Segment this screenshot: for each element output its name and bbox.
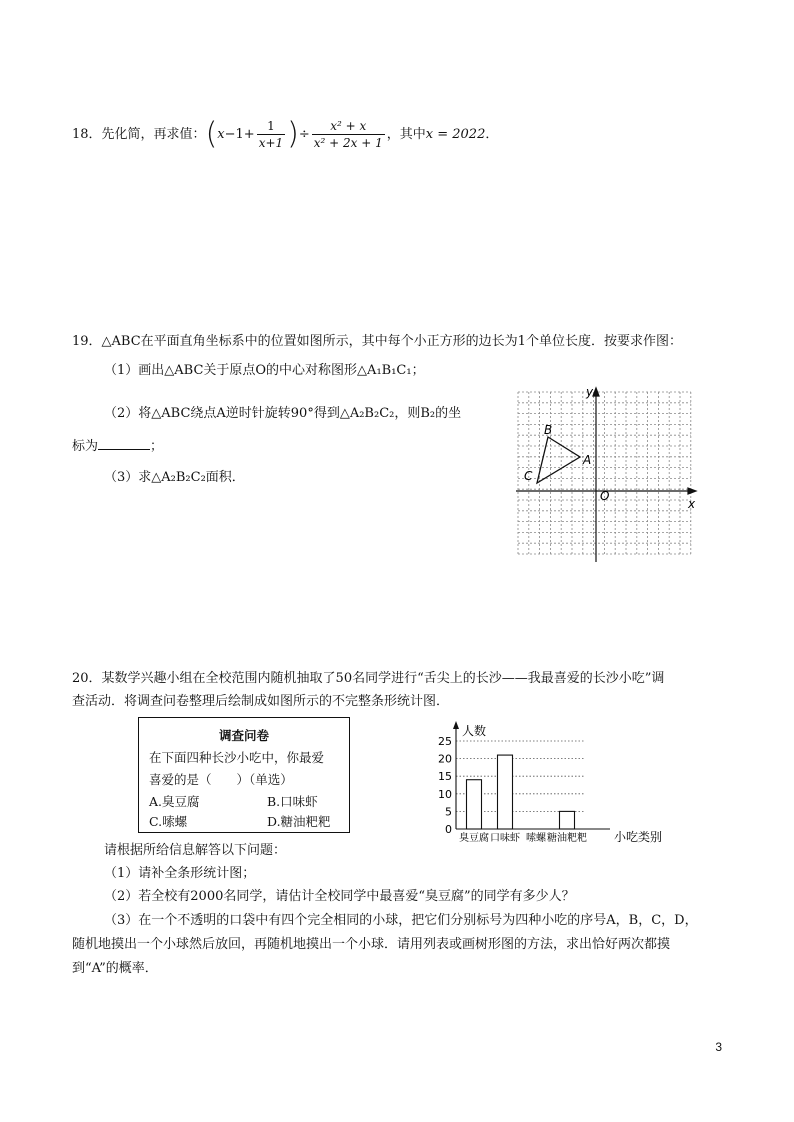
survey-line1: 在下面四种长沙小吃中，你最爱: [149, 750, 325, 765]
q20-part1: （1）请补全条形统计图；: [104, 866, 256, 881]
chart-category-label: 糖油粑粑: [547, 833, 587, 844]
y-label: y: [586, 385, 594, 399]
grid-lines: [518, 392, 691, 554]
chart-bar: [467, 780, 482, 829]
survey-option-c: C.嗦螺: [149, 814, 188, 829]
q18-frac1: [257, 118, 285, 151]
q18-text: 先化简，再求值：: [101, 127, 206, 142]
q19-intro-line: [72, 333, 682, 351]
chart-y-arrow-icon: [453, 721, 459, 729]
survey-option-a: A.臭豆腐: [149, 794, 200, 809]
q20-part3a: （3）在一个不透明的口袋中有四个完全相同的小球，把它们分别标号为四种小吃的序号A，B，C，D，: [104, 913, 698, 928]
y-axis-arrow-icon: [593, 388, 599, 396]
point-c-label: C: [524, 469, 533, 483]
chart-ylabel: 人数: [462, 724, 487, 738]
point-b-label: B: [544, 423, 553, 437]
chart-bar: [560, 811, 575, 829]
chart-ytick-label: 0: [445, 823, 452, 836]
frac1-numerator: 1: [257, 118, 285, 135]
chart-category-label: 臭豆腐: [459, 833, 489, 844]
q18-x: x: [217, 127, 225, 142]
survey-option-b: B.口味虾: [267, 794, 318, 809]
survey-option-d: D.糖油粑粑: [267, 814, 331, 829]
chart-category-label: 嗦螺: [526, 833, 546, 844]
q18-number: 18．: [72, 127, 102, 142]
chart-xlabel: 小吃类别: [614, 830, 663, 844]
q20-part2: （2）若全校有2000名同学，请估计全校同学中最喜爱“臭豆腐”的同学有多少人？: [104, 889, 575, 904]
q20-ask: 请根据所给信息解答以下问题：: [104, 843, 287, 858]
q20-part3c: 到“A”的概率．: [72, 961, 158, 976]
chart-bars: [467, 755, 575, 829]
left-paren: (: [205, 116, 218, 152]
chart-ytick-label: 20: [438, 752, 452, 766]
q19-part2-cont: [72, 437, 163, 456]
bar-chart: [430, 717, 675, 847]
q19-part3: （3）求△A₂B₂C₂面积．: [104, 470, 245, 485]
q20-number: 20．: [72, 671, 102, 686]
q20-intro1: 某数学兴趣小组在全校范围内随机抽取了50名同学进行“舌尖上的长沙——我最喜爱的长沙小吃”调: [101, 671, 665, 686]
point-a-label: A: [583, 453, 592, 467]
q19-part2b-post: ；: [150, 439, 164, 454]
q19-part2: （2）将△ABC绕点A逆时针旋转90°得到△A₂B₂C₂，则B₂的坐: [104, 406, 462, 421]
chart-bar: [498, 755, 513, 829]
triangle-abc: [537, 437, 580, 483]
survey-title: 调查问卷: [218, 728, 269, 743]
q18-minus1: −1+: [224, 127, 255, 142]
chart-ytick-label: 5: [445, 805, 452, 819]
q18-condition: x = 2022: [425, 127, 486, 142]
q19-number: 19．: [72, 334, 102, 349]
q19-intro: △ABC在平面直角坐标系中的位置如图所示，其中每个小正方形的边长为1个单位长度．按要求作图：: [101, 334, 682, 349]
q20-intro2: 查活动．将调查问卷整理后绘制成如图所示的不完整条形统计图．: [72, 694, 450, 709]
page-number: 3: [715, 1040, 722, 1054]
frac2-denominator: x² + 2x + 1: [313, 136, 383, 150]
survey-line2: 喜爱的是（ ）（单选）: [149, 772, 293, 787]
answer-blank[interactable]: [98, 437, 150, 450]
chart-ytick-label: 10: [438, 787, 452, 801]
frac1-denominator: x+1: [258, 136, 284, 150]
q18-end: ．: [485, 127, 499, 142]
q19-part2b-pre: 标为: [72, 439, 99, 454]
q18-line: [72, 118, 498, 151]
q20-intro-line1: [72, 670, 664, 688]
chart-ytick-label: 15: [438, 770, 452, 784]
axes: [516, 388, 696, 562]
x-axis-arrow-icon: [688, 488, 696, 494]
q20-part3b: 随机地摸出一个小球然后放回，再随机地摸出一个小球．请用列表或画树形图的方法，求出恰好两次都摸: [72, 937, 671, 952]
chart-category-labels: [459, 831, 587, 844]
q18-tail: ，其中: [386, 127, 426, 142]
survey-box: [138, 717, 350, 833]
divide-sign: ÷: [298, 127, 310, 142]
x-label: x: [688, 497, 696, 511]
q19-part1: （1）画出△ABC关于原点O的中心对称图形△A₁B₁C₁；: [104, 363, 425, 378]
frac2-numerator: x² + x: [312, 118, 385, 135]
chart-tick-labels: [438, 735, 452, 836]
origin-label: O: [600, 489, 610, 503]
q18-frac2: [312, 118, 385, 151]
right-paren: ): [287, 116, 299, 152]
coordinate-grid-figure: [510, 384, 705, 569]
chart-ytick-label: 25: [438, 735, 452, 748]
chart-category-label: 口味虾: [490, 833, 520, 844]
